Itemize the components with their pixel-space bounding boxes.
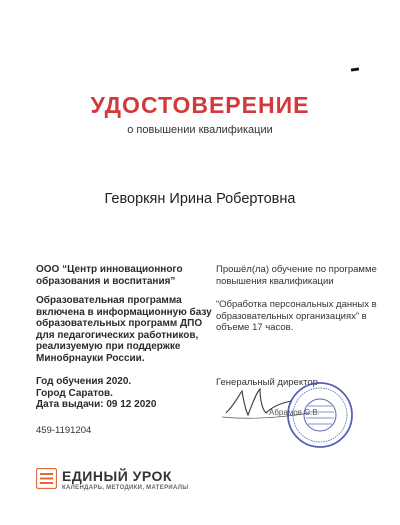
book-icon — [36, 468, 57, 489]
training-column — [216, 264, 384, 334]
issuer-column — [36, 264, 216, 411]
study-year: Год обучения 2020. — [36, 376, 132, 387]
organization-stamp — [285, 380, 355, 450]
training-statement: Прошёл(ла) обучение по программе повышения квалификации — [216, 264, 377, 287]
logo-name: ЕДИНЫЙ УРОК — [62, 468, 172, 484]
director-title: Генеральный директор — [216, 377, 318, 388]
issue-date: Дата выдачи: 09 12 2020 — [36, 399, 157, 410]
certificate-title: УДОСТОВЕРЕНИЕ — [90, 92, 310, 118]
city: Город Саратов. — [36, 387, 113, 399]
corner-mark — [351, 67, 359, 71]
registration-number: 459-1191204 — [36, 425, 92, 436]
recipient-name: Геворкян Ирина Робертовна — [104, 191, 296, 207]
certificate-subtitle: о повышении квалификации — [127, 124, 273, 136]
program-statement: Образовательная программа включена в информационную базу образовательных программ ДПО для педагогических работников, реализуемую при поддержке Минобрнауки России. — [36, 295, 212, 364]
logo-tagline: КАЛЕНДАРЬ, МЕТОДИКИ, МАТЕРИАЛЫ — [62, 485, 189, 491]
director-name: Абрамов С.В. — [269, 408, 320, 417]
course-description: “Обработка персональных данных в образовательных организациях” в объеме 17 часов. — [216, 299, 377, 333]
organization-name: ООО “Центр инновационного образования и воспитания” — [36, 264, 183, 287]
